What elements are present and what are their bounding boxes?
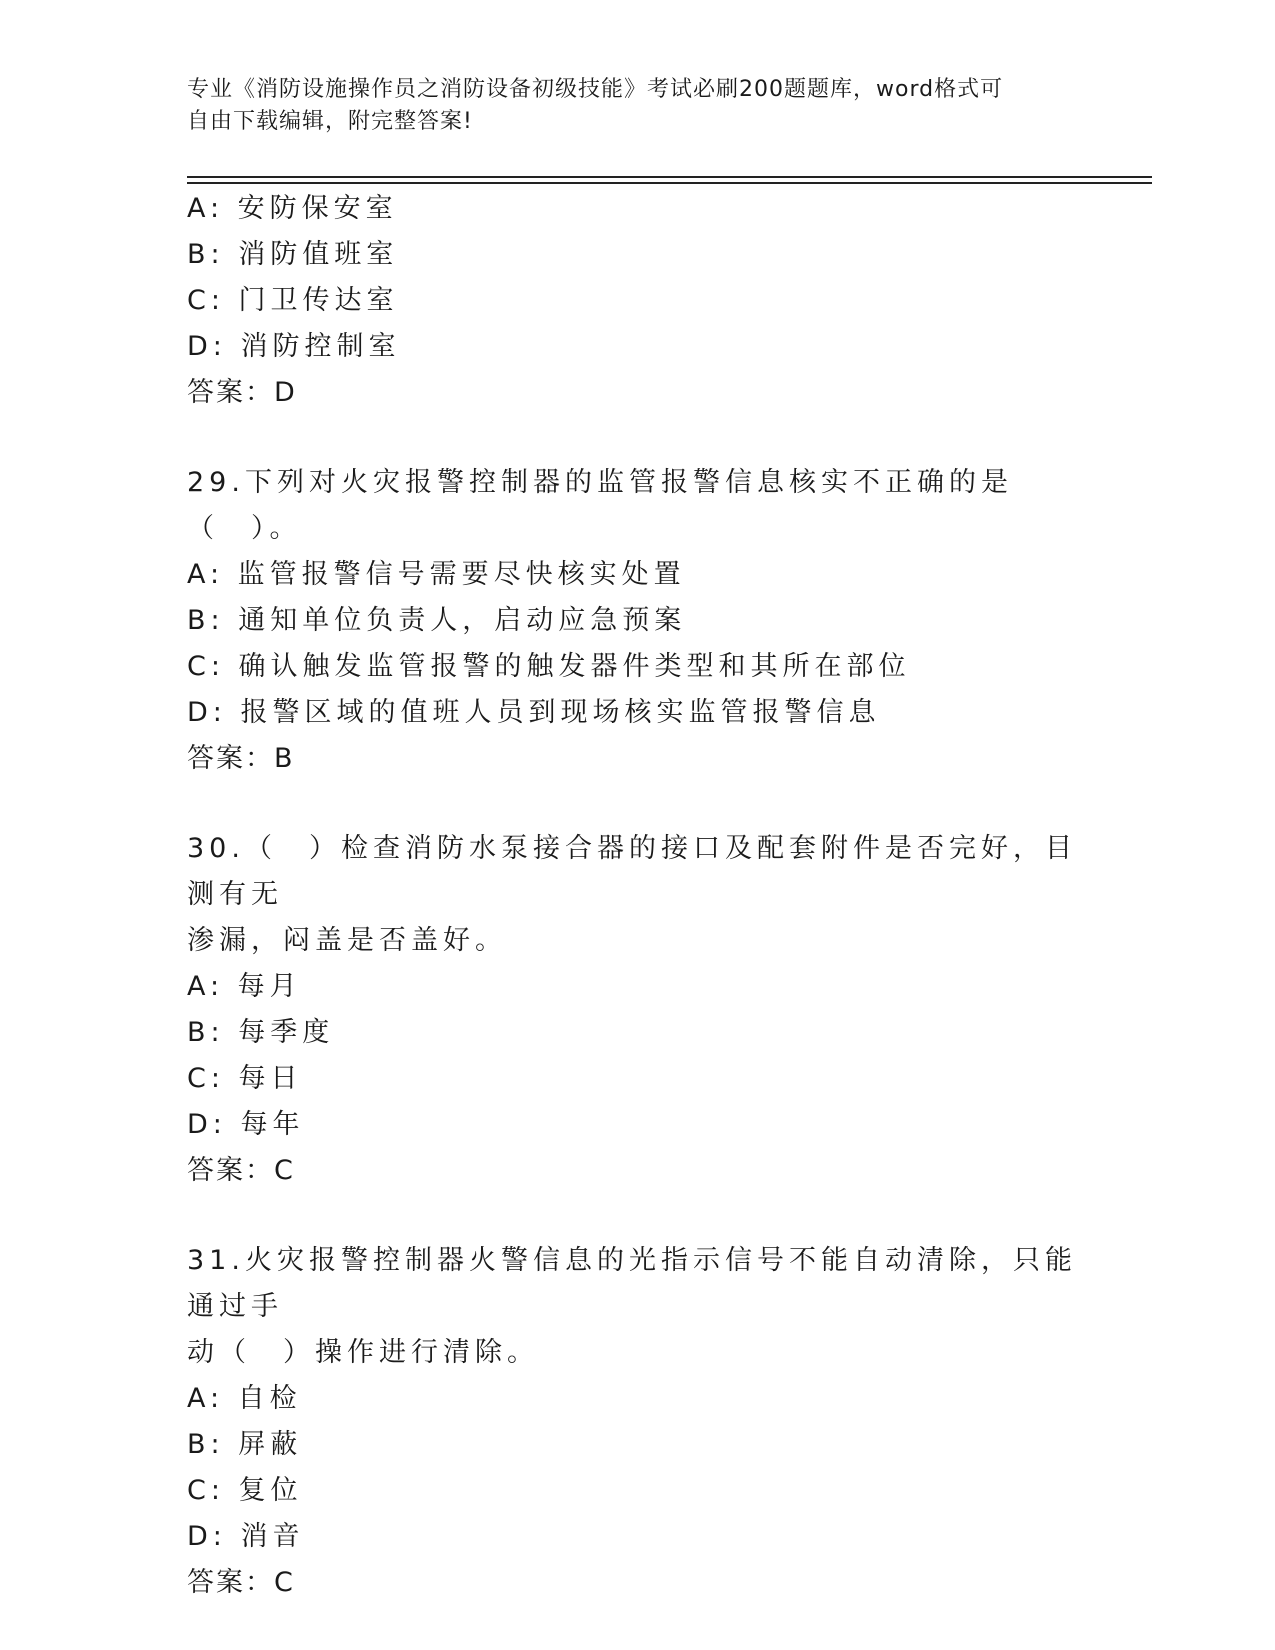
option-b: B: 每季度: [187, 1017, 335, 1048]
spacer: [187, 416, 1147, 460]
header-title-line-2: 自由下载编辑，附完整答案!: [187, 109, 473, 134]
option-b: B: 屏蔽: [187, 1429, 303, 1460]
option-c: C: 门卫传达室: [187, 285, 399, 316]
header-title-line-1: 专业《消防设施操作员之消防设备初级技能》考试必刷200题题库，word格式可: [187, 77, 1004, 102]
answer: 答案：D: [187, 377, 297, 408]
question-30: [187, 826, 1147, 1194]
option-c: C: 确认触发监管报警的触发器件类型和其所在部位: [187, 651, 911, 682]
question-28: [187, 186, 1147, 416]
document-header: [187, 74, 1087, 138]
question-stem-line-2: 渗漏，闷盖是否盖好。: [187, 925, 507, 956]
question-stem: 29.下列对火灾报警控制器的监管报警信息核实不正确的是（ ）。: [187, 467, 1013, 544]
answer: 答案：B: [187, 743, 295, 774]
answer: 答案：C: [187, 1155, 295, 1186]
option-c: C: 复位: [187, 1475, 303, 1506]
question-stem-line-1: 31.火灾报警控制器火警信息的光指示信号不能自动清除，只能通过手: [187, 1245, 1077, 1322]
header-divider-top: [187, 176, 1152, 178]
option-d: D: 消音: [187, 1521, 305, 1552]
option-d: D: 每年: [187, 1109, 305, 1140]
header-divider-bottom: [187, 182, 1152, 184]
question-stem-line-1: 30.（ ）检查消防水泵接合器的接口及配套附件是否完好，目测有无: [187, 833, 1077, 910]
question-stem-line-2: 动（ ）操作进行清除。: [187, 1337, 539, 1368]
option-a: A: 监管报警信号需要尽快核实处置: [187, 559, 686, 590]
question-list: [187, 186, 1147, 1606]
option-a: A: 自检: [187, 1383, 302, 1414]
option-d: D: 消防控制室: [187, 331, 401, 362]
option-b: B: 通知单位负责人，启动应急预案: [187, 605, 687, 636]
answer: 答案：C: [187, 1567, 295, 1598]
option-d: D: 报警区域的值班人员到现场核实监管报警信息: [187, 697, 881, 728]
spacer: [187, 1194, 1147, 1238]
spacer: [187, 782, 1147, 826]
option-a: A: 每月: [187, 971, 302, 1002]
question-31: [187, 1238, 1147, 1606]
option-c: C: 每日: [187, 1063, 303, 1094]
option-b: B: 消防值班室: [187, 239, 399, 270]
option-a: A: 安防保安室: [187, 193, 398, 224]
question-29: [187, 460, 1147, 782]
